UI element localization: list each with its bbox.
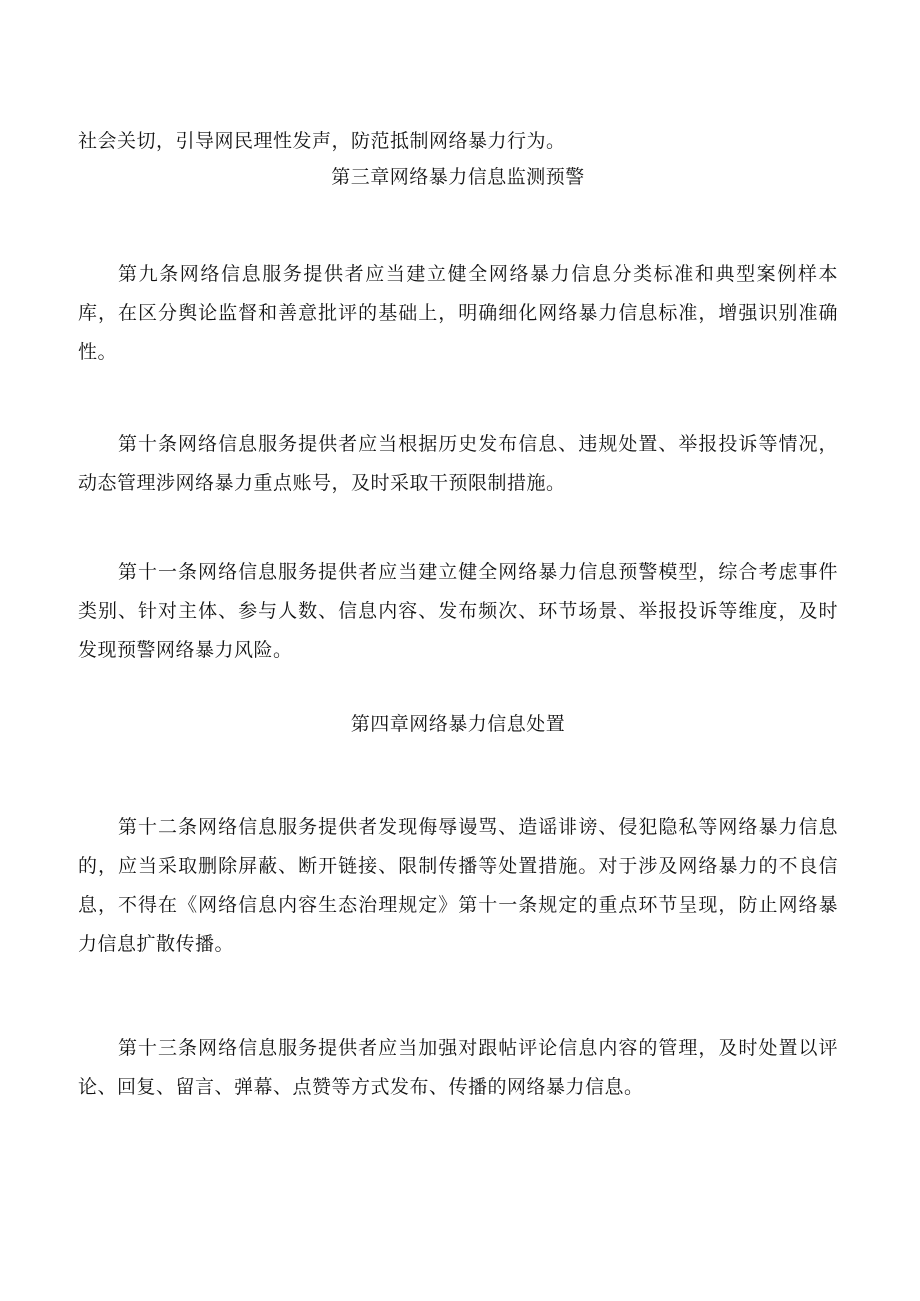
- continuation-paragraph: 社会关切，引导网民理性发声，防范抵制网络暴力行为。: [78, 130, 566, 152]
- chapter-3-title: 第三章网络暴力信息监测预警: [331, 166, 585, 188]
- article-10-paragraph: 第十条网络信息服务提供者应当根据历史发布信息、违规处置、举报投诉等情况，动态管理涉网络暴力重点账号，及时采取干预限制措施。: [78, 433, 838, 494]
- chapter-4-title: 第四章网络暴力信息处置: [350, 713, 566, 735]
- article-12-paragraph: 第十二条网络信息服务提供者发现侮辱谩骂、造谣诽谤、侵犯隐私等网络暴力信息的，应当采取删除屏蔽、断开链接、限制传播等处置措施。对于涉及网络暴力的不良信息，不得在《网络信息内容生态治理规定》第十一条规定的重点环节呈现，防止网络暴力信息扩散传播。: [78, 816, 838, 955]
- article-11-paragraph: 第十一条网络信息服务提供者应当建立健全网络暴力信息预警模型，综合考虑事件类别、针对主体、参与人数、信息内容、发布频次、环节场景、举报投诉等维度，及时发现预警网络暴力风险。: [78, 561, 838, 661]
- article-13-paragraph: 第十三条网络信息服务提供者应当加强对跟帖评论信息内容的管理，及时处置以评论、回复、留言、弹幕、点赞等方式发布、传播的网络暴力信息。: [78, 1037, 838, 1098]
- article-9-paragraph: 第九条网络信息服务提供者应当建立健全网络暴力信息分类标准和典型案例样本库，在区分舆论监督和善意批评的基础上，明确细化网络暴力信息标准，增强识别准确性。: [78, 263, 838, 363]
